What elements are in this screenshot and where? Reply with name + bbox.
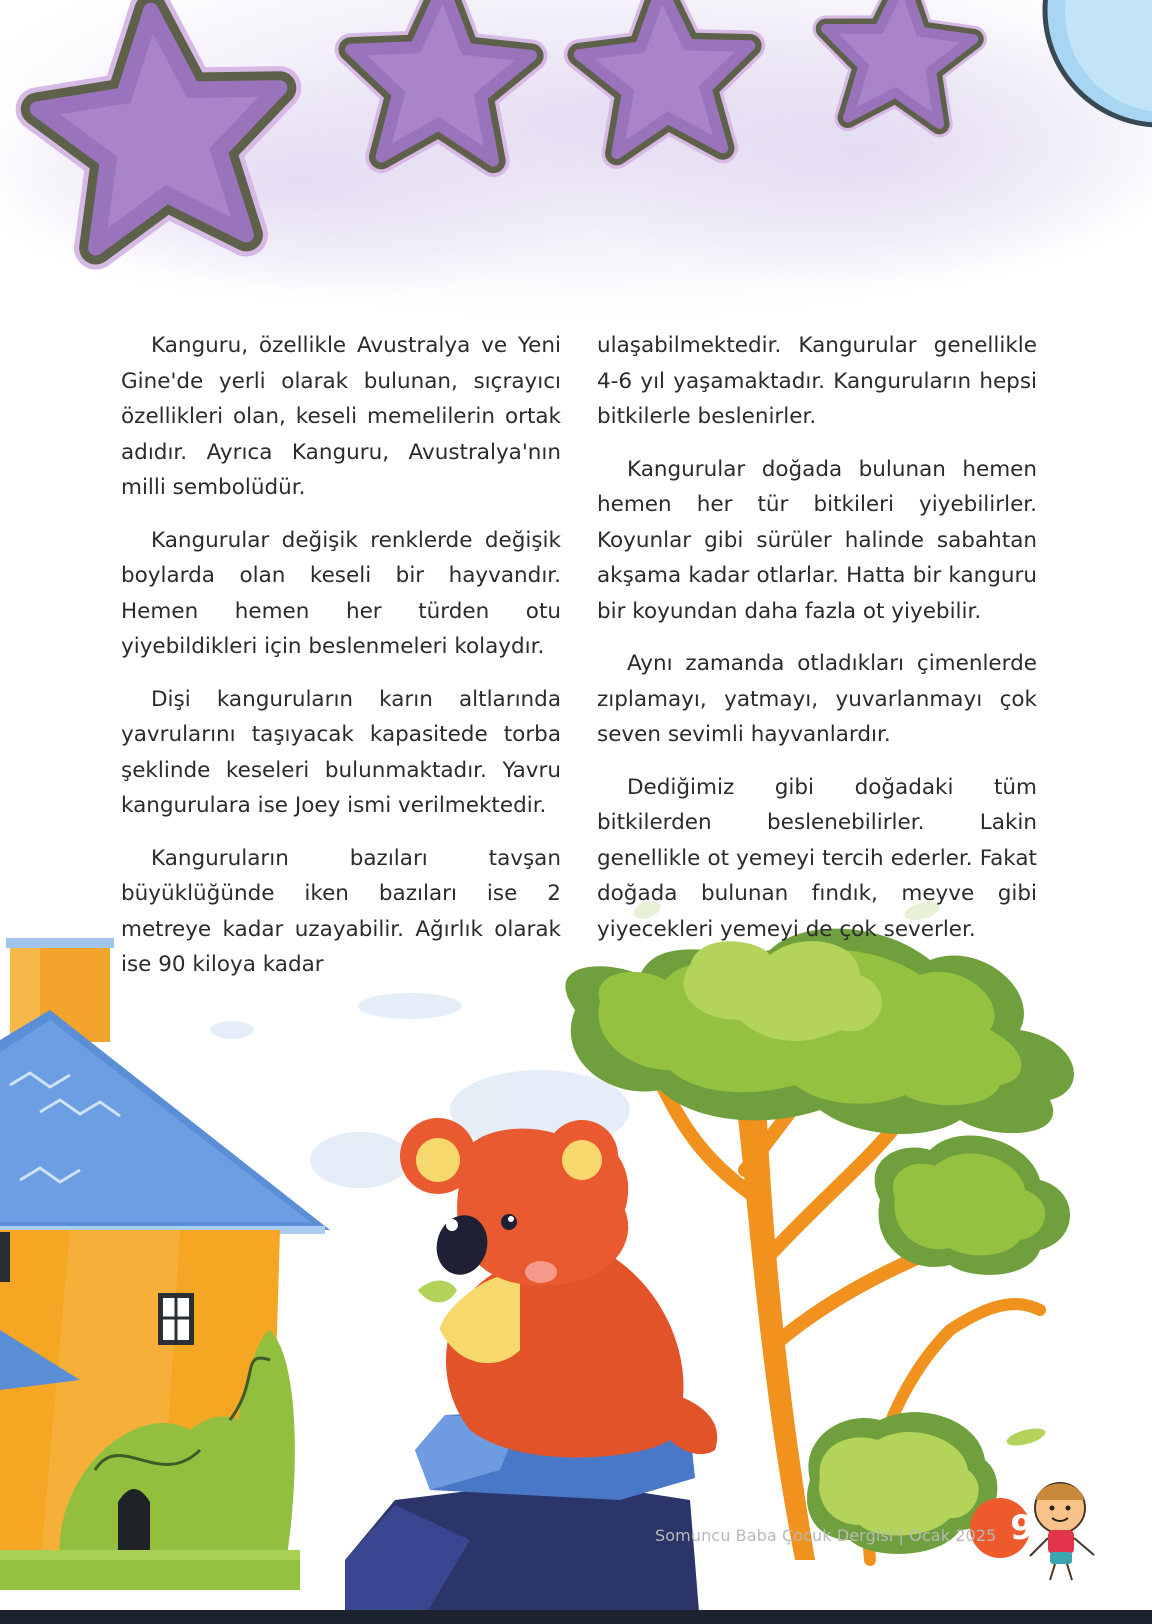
paragraph: Kangurular değişik renklerde değişik boylarda olan keseli bir hayvandır. Hemen hemen her türden otu yiyebildikleri için beslenmeleri kolaydır. [121, 527, 561, 659]
paragraph: Dişi kanguruların karın altlarında yavrularını taşıyacak kapasitede torba şeklinde keseleri bulunmaktadır. Yavru kangurulara ise Joey ismi verilmektedir. [121, 686, 561, 818]
article-column-left [121, 328, 561, 1000]
paragraph: Dediğimiz gibi doğadaki tüm bitkilerden beslenebilirler. Lakin genellikle ot yemeyi tercih ederler. Fakat doğada bulunan fındık, meyve gibi yiyecekleri yemeyi de çok severler. [597, 774, 1037, 942]
article-column-right [597, 328, 1037, 964]
page-number: 9 [1010, 1508, 1034, 1548]
paragraph: Kanguru, özellikle Avustralya ve Yeni Gine'de yerli olarak bulunan, sıçrayıcı özellikleri olan, keseli memelilerin ortak adıdır. Ayrıca Kanguru, Avustralya'nın milli sembolüdür. [121, 333, 561, 500]
footer-magazine-title: Somuncu Baba Çocuk Dergisi | Ocak 2025 [655, 1526, 997, 1545]
bottom-strip [0, 1610, 1152, 1624]
paragraph: Aynı zamanda otladıkları çimenlerde zıplamayı, yatmayı, yuvarlanmayı çok seven sevimli hayvanlardır. [597, 651, 1037, 747]
koala-illustration [345, 1118, 717, 1624]
paragraph: Kangurular doğada bulunan hemen hemen her tür bitkileri yiyebilirler. Koyunlar gibi sürüler halinde sabahtan akşama kadar otlarlar. Hatta bir kanguru bir koyundan daha fazla ot yiyebilir. [597, 456, 1037, 624]
house-illustration [0, 938, 330, 1590]
paragraph: ulaşabilmektedir. Kangurular genellikle 4-6 yıl yaşamaktadır. Kanguruların hepsi bitkilerle beslenirler. [597, 333, 1037, 429]
paragraph: Kanguruların bazıları tavşan büyüklüğünde iken bazıları ise 2 metreye kadar uzayabilir. Ağırlık olarak ise 90 kiloya kadar [121, 845, 561, 977]
